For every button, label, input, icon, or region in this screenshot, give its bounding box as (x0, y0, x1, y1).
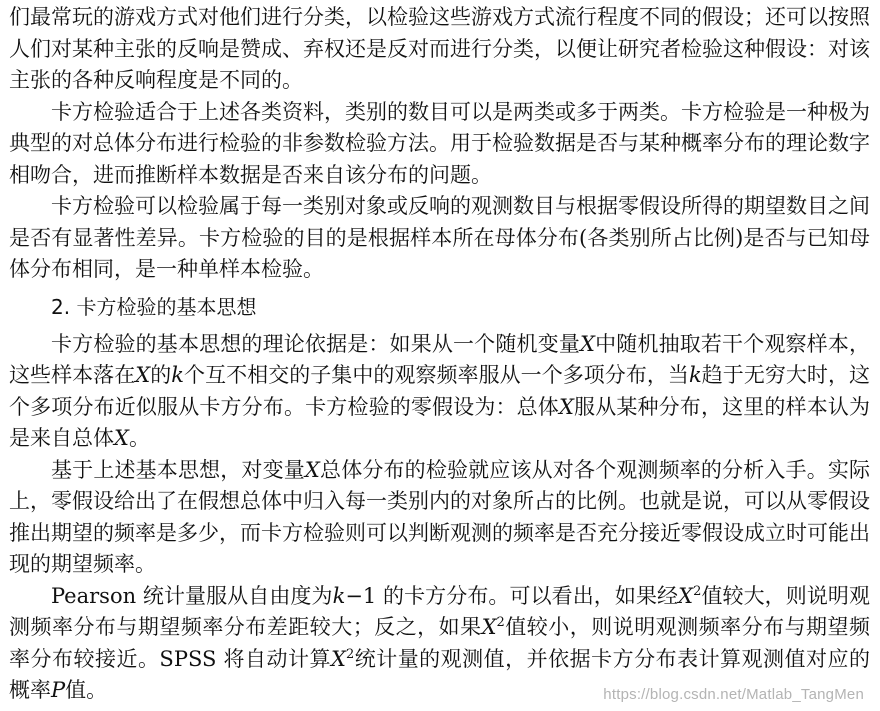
paragraph-1: 们最常玩的游戏方式对他们进行分类，以检验这些游戏方式流行程度不同的假设；还可以按照人们对某种主张的反响是赞成、弃权还是反对而进行分类，以便让研究者检验这种假设：对该主张的各种反响程度是不同的。 (9, 5, 870, 92)
var-k: k (171, 363, 184, 387)
superscript: 2 (693, 583, 702, 599)
var-x: X (481, 615, 497, 639)
var-x: X (558, 394, 574, 419)
section-heading: 2. 卡方检验的基本思想 (51, 294, 257, 319)
paragraph-2: 卡方检验适合于上述各类资料，类别的数目可以是两类或多于两类。卡方检验是一种极为典型的对总体分布进行检验的非参数检验方法。用于检验数据是否与某种概率分布的理论数字相吻合，进而推断样本数据是否来自该分布的问题。 (9, 99, 870, 187)
superscript: 2 (345, 646, 355, 662)
var-x: X (678, 583, 694, 608)
paragraph-5: 基于上述基本思想，对变量X总体分布的检验就应该从对各个观测频率的分析入手。实际上，零假设给出了在假想总体中归入每一类别内的对象所占的比例。也就是说，可以从零假设推出期望的频率是多少，而卡方检验则可以判断观测的频率是否充分接近零假设成立时可能出现的期望频率。 (9, 457, 871, 576)
superscript: 2 (496, 615, 505, 630)
paragraph-6: Pearson 统计量服从自由度为k−1 的卡方分布。可以看出，如果经$X^2$值较大，则说明观测频率分布与期望频率分布差距较大；反之，如果$X^2$值较小，则说明观测频率分布与期望频率分布较接近。SPSS 将自动计算$X^2$统计量的观测值，并依据卡方分布表计算观测值对应的概率P值。 (9, 583, 871, 702)
var-x: X (114, 426, 129, 450)
var-x: X (304, 457, 320, 482)
var-x: X (579, 331, 595, 356)
var-x: X (135, 363, 151, 387)
var-p: P (51, 678, 66, 702)
watermark: https://blog.csdn.net/Matlab_TangMen (603, 686, 864, 703)
paragraph-3: 卡方检验可以检验属于每一类别对象或反响的观测数目与根据零假设所得的期望数目之间是否有显著性差异。卡方检验的目的是根据样本所在母体分布(各类别所占比例)是否与已知母体分布相同，是一种单样本检验。 (9, 194, 870, 281)
var-k: k (688, 363, 702, 387)
paragraph-4: 卡方检验的基本思想的理论依据是：如果从一个随机变量X中随机抽取若干个观察样本，这些样本落在X的k个互不相交的子集中的观察频率服从一个多项分布，当k趋于无穷大时，这个多项分布近似服从卡方分布。卡方检验的零假设为：总体X服从某种分布，这里的样本认为是来自总体X。 (9, 331, 871, 450)
var-k: k (332, 583, 346, 608)
var-x: X (330, 646, 346, 671)
